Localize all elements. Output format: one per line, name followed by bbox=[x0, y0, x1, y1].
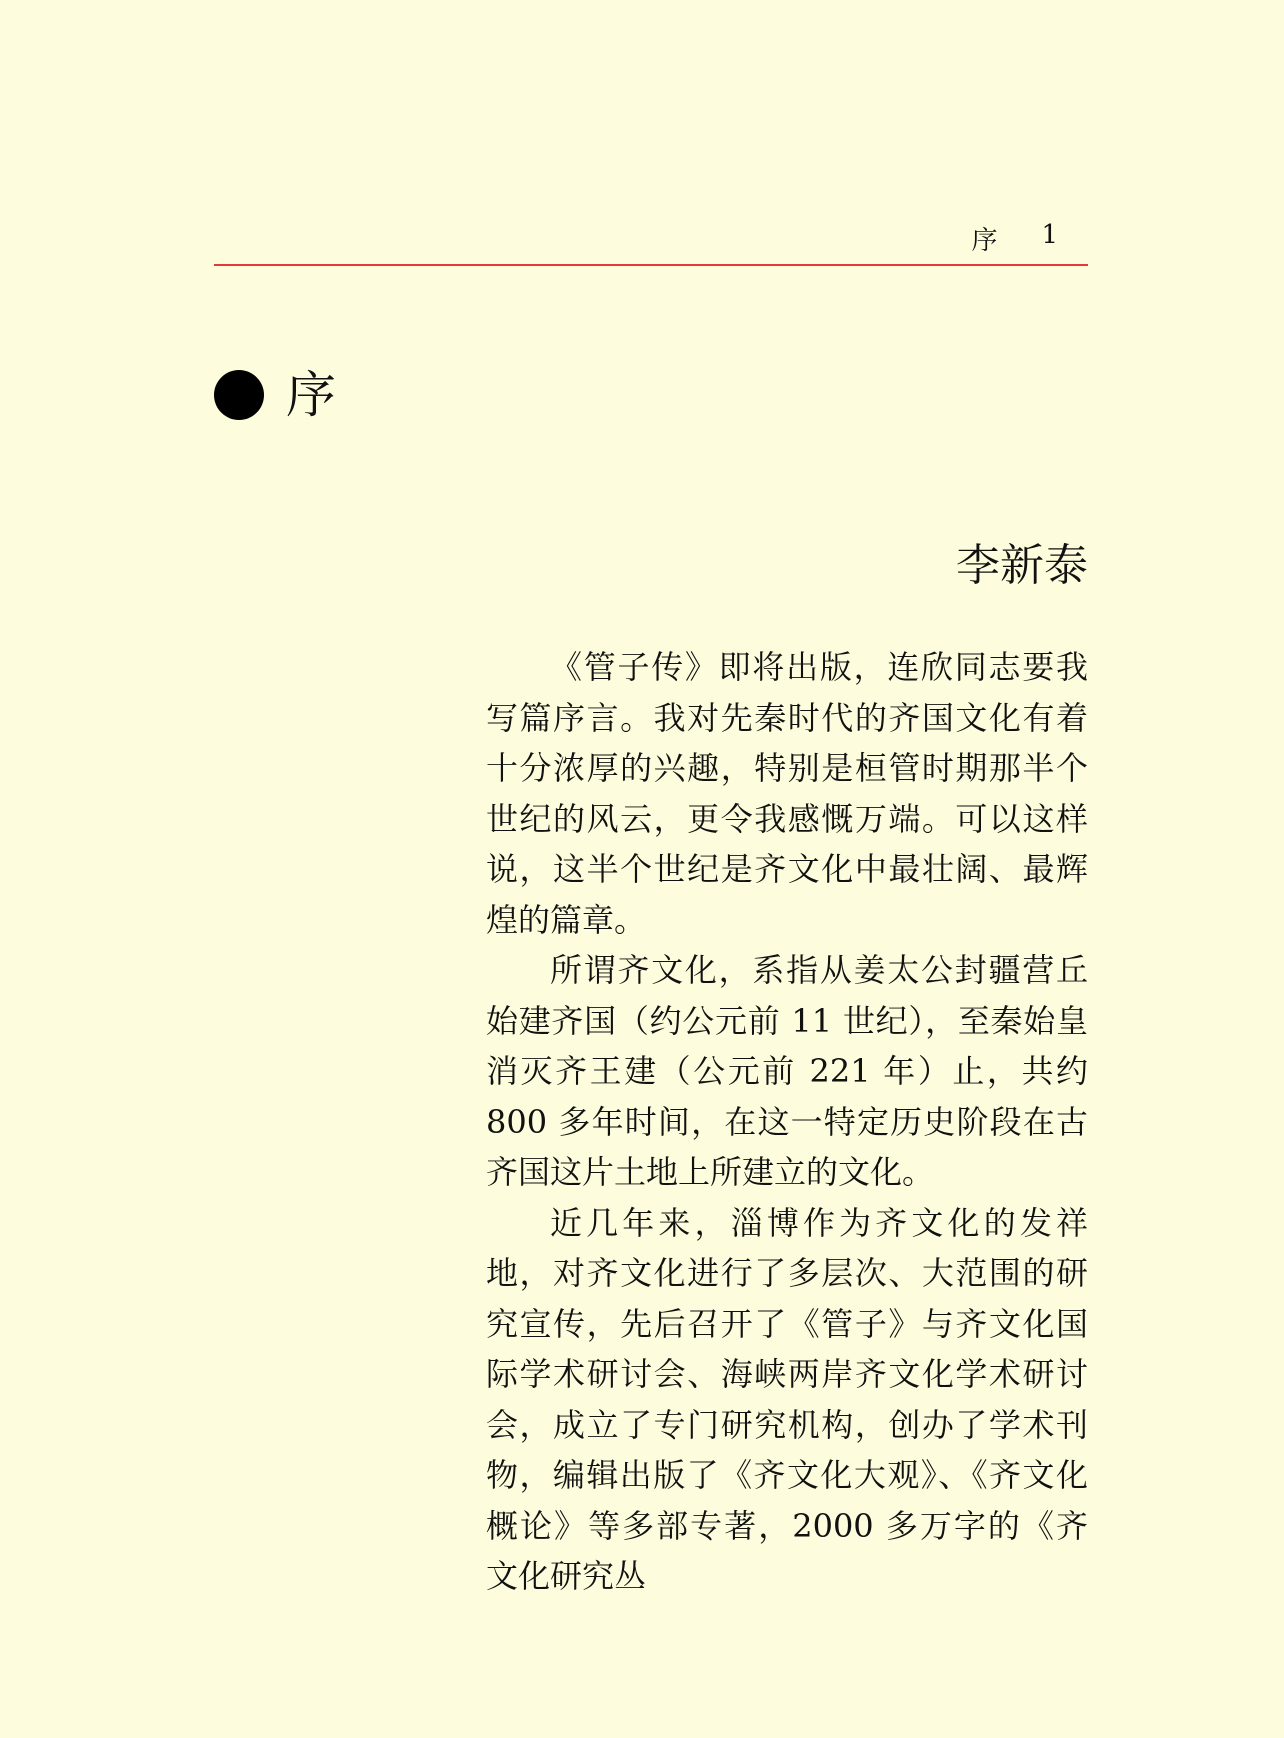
running-header bbox=[214, 214, 1088, 266]
body-text bbox=[486, 642, 1088, 1602]
paragraph: 所谓齐文化，系指从姜太公封疆营丘始建齐国（约公元前 11 世纪），至秦始皇消灭齐王建（公元前 221 年）止，共约 800 多年时间，在这一特定历史阶段在古齐国这片土地上所建立的文化。 bbox=[486, 951, 1088, 1191]
bullet-icon bbox=[214, 370, 264, 420]
page-number: 1 bbox=[1041, 220, 1058, 250]
running-header-section: 序 bbox=[971, 226, 998, 256]
author-name: 李新泰 bbox=[956, 540, 1088, 591]
paragraph: 《管子传》即将出版，连欣同志要我写篇序言。我对先秦时代的齐国文化有着十分浓厚的兴趣，特别是桓管时期那半个世纪的风云，更令我感慨万端。可以这样说，这半个世纪是齐文化中最壮阔、最辉煌的篇章。 bbox=[486, 648, 1088, 939]
chapter-title: 序 bbox=[286, 366, 336, 424]
paragraph: 近几年来，淄博作为齐文化的发祥地，对齐文化进行了多层次、大范围的研究宣传，先后召开了《管子》与齐文化国际学术研讨会、海峡两岸齐文化学术研讨会，成立了专门研究机构，创办了学术刊物，编辑出版了《齐文化大观》、《齐文化概论》等多部专著，2000 多万字的《齐文化研究丛 bbox=[486, 1203, 1088, 1595]
chapter-heading bbox=[214, 362, 336, 428]
running-header-text bbox=[971, 220, 1058, 257]
